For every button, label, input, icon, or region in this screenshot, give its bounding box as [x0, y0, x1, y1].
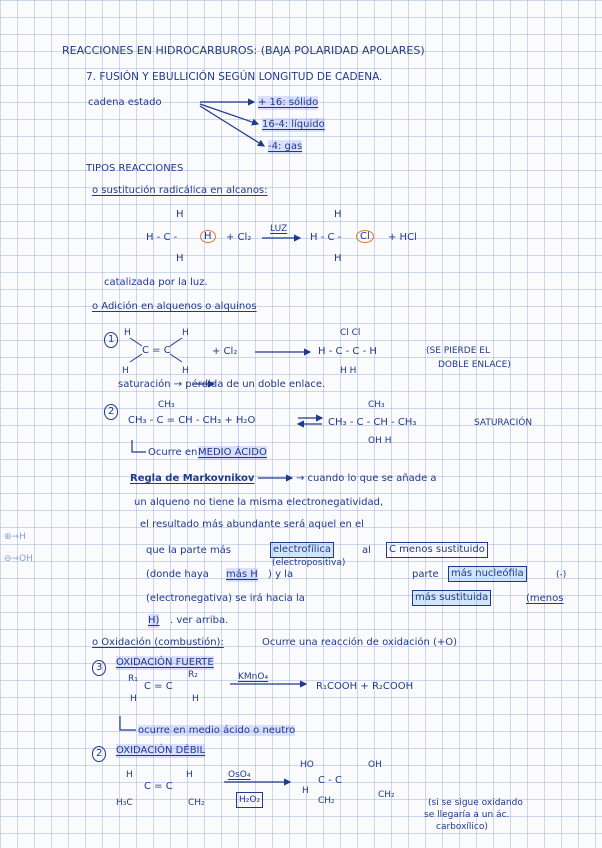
debil-note-3: carboxílico) [436, 822, 488, 832]
debil-note-1: (si se sigue oxidando [428, 798, 523, 808]
regla-line-2: un alqueno no tiene la misma electronegatividad, [134, 497, 384, 508]
plus-hcl: + HCl [388, 232, 417, 243]
medio-acido: MEDIO ÁCIDO [198, 447, 267, 458]
fuerte-core: C = C [144, 681, 173, 692]
regla-line-4a: que la parte más [146, 545, 232, 556]
debil-h2: H [186, 770, 193, 780]
title-line-1: REACCIONES EN HIDROCARBUROS: (BAJA POLARIDAD APOLARES) [62, 44, 425, 57]
react2-ch3: CH₃ [158, 400, 175, 410]
fuerte-r2: R₂ [188, 670, 198, 680]
regla-line-7b: . ver arriba. [170, 615, 229, 626]
state-solid: + 16: sólido [258, 97, 319, 108]
state-gas: -4: gas [268, 141, 303, 152]
debil-core: C = C [144, 781, 173, 792]
oso4-label: OsO₄ [228, 770, 251, 780]
step-1-badge: 1 [104, 332, 118, 348]
react2: CH₃ - C = CH - CH₃ + H₂O [128, 415, 256, 426]
electropositiva-note: (electropositiva) [272, 558, 346, 568]
oxidacion-debil: OXIDACIÓN DÉBIL [116, 745, 206, 756]
right-methane: H - C - [310, 232, 342, 243]
adicion-title: o Adición en alquenos o alquinos [92, 301, 257, 312]
states-label: cadena estado [88, 97, 162, 108]
saturacion-text: saturación → pérdida de un doble enlace. [118, 379, 326, 390]
regla-line-6c: (menos [526, 593, 564, 604]
step-3-badge: 3 [92, 660, 106, 676]
menos-sustituido-box: C menos sustituido [386, 542, 488, 558]
prod2-bottom: OH H [368, 436, 392, 446]
oxidacion-title: o Oxidación (combustión): [92, 637, 224, 648]
regla-line-3: el resultado más abundante será aquel en el [140, 519, 364, 530]
ethene-h1: H [124, 328, 131, 338]
mas-sustituida-box: más sustituida [412, 590, 491, 606]
prod2-ch3: CH₃ [368, 400, 385, 410]
ethene-h4: H [182, 366, 189, 376]
left-h-top: H [176, 209, 184, 220]
prod-ch2-b: CH₂ [378, 790, 395, 800]
left-h-bottom: H [176, 253, 184, 264]
circled-cl: Cl [356, 230, 374, 243]
fuerte-h2: H [192, 694, 199, 704]
state-liquid: 16-4: líquido [262, 119, 325, 130]
regla-line-5d: parte [412, 569, 439, 580]
mas-nucleofila-box: más nucleófila [448, 566, 527, 582]
margin-note-1: ⊕→H [4, 532, 26, 542]
margin-note-2: ⊖→OH [4, 554, 33, 564]
prod-ch2-a: CH₂ [318, 796, 335, 806]
kmno4-label: KMnO₄ [238, 672, 269, 682]
ethene-h3: H [122, 366, 129, 376]
right-h-bottom: H [334, 253, 342, 264]
oxidacion-title-rest: Ocurre una reacción de oxidación (+O) [262, 637, 458, 648]
fuerte-r1: R₁ [128, 674, 138, 684]
regla-line-6a: (electronegativa) se irá hacia la [146, 593, 305, 604]
circled-h: H [200, 230, 216, 243]
prod2: CH₃ - C - CH - CH₃ [328, 417, 417, 428]
ethene-h2: H [182, 328, 189, 338]
regla-line-7a: H) [148, 615, 160, 626]
right-cl-circled [356, 230, 374, 244]
h2o2-box: H₂O₂ [236, 792, 263, 808]
regla-line-5a: (donde haya [146, 569, 209, 580]
regla-line-1: → cuando lo que se añade a [296, 473, 437, 484]
debil-h3c: H₃C [116, 798, 133, 808]
debil-h1: H [126, 770, 133, 780]
debil-note-2: se llegaría a un ác. [424, 810, 510, 820]
sustitucion-title: o sustitución radicálica en alcanos: [92, 185, 268, 196]
note-pierde-1: (SE PIERDE EL [426, 346, 490, 356]
luz-label: LUZ [270, 224, 288, 234]
product1-core: H - C - C - H [318, 346, 377, 357]
medio-neutro-text: ocurre en medio ácido o neutro [138, 725, 296, 736]
step-2b-badge: 2 [92, 746, 106, 762]
note-pierde-2: DOBLE ENLACE) [438, 360, 511, 370]
right-h-top: H [334, 209, 342, 220]
regla-line-5c: ) y la [268, 569, 294, 580]
debil-ch2: CH₂ [188, 798, 205, 808]
prod-core: C - C [318, 775, 342, 786]
fuerte-products: R₁COOH + R₂COOH [316, 681, 414, 692]
regla-line-4c: al [362, 545, 371, 556]
product1-top: Cl Cl [340, 328, 361, 338]
prod-oh: OH [368, 760, 382, 770]
left-methane: H - C - [146, 232, 178, 243]
regla-title: Regla de Markovnikov [130, 473, 255, 484]
ethene-core: C = C [142, 345, 171, 356]
product1-bottom: H H [340, 366, 357, 376]
oxidacion-fuerte: OXIDACIÓN FUERTE [116, 657, 214, 668]
medio-text: Ocurre en [148, 447, 198, 458]
plus-cl2: + Cl₂ [226, 232, 252, 243]
electrofilica-box: electrofílica [270, 542, 334, 558]
adicion-plus-cl2: + Cl₂ [212, 346, 238, 357]
prod-ho: HO [300, 760, 314, 770]
medio-neutro [138, 724, 295, 738]
prod-h: H [302, 786, 309, 796]
fuerte-h1: H [130, 694, 137, 704]
step-2-badge: 2 [104, 404, 118, 420]
tipos-heading: TIPOS REACCIONES [86, 163, 184, 174]
title-line-2: 7. FUSIÓN Y EBULLICIÓN SEGÚN LONGITUD DE CADENA. [86, 71, 383, 83]
mas-h: más H [226, 569, 258, 580]
catalizada-text: catalizada por la luz. [104, 277, 208, 288]
saturacion-label: SATURACIÓN [474, 418, 533, 428]
regla-line-5f: (-) [556, 570, 567, 580]
left-h-circled [200, 230, 216, 244]
